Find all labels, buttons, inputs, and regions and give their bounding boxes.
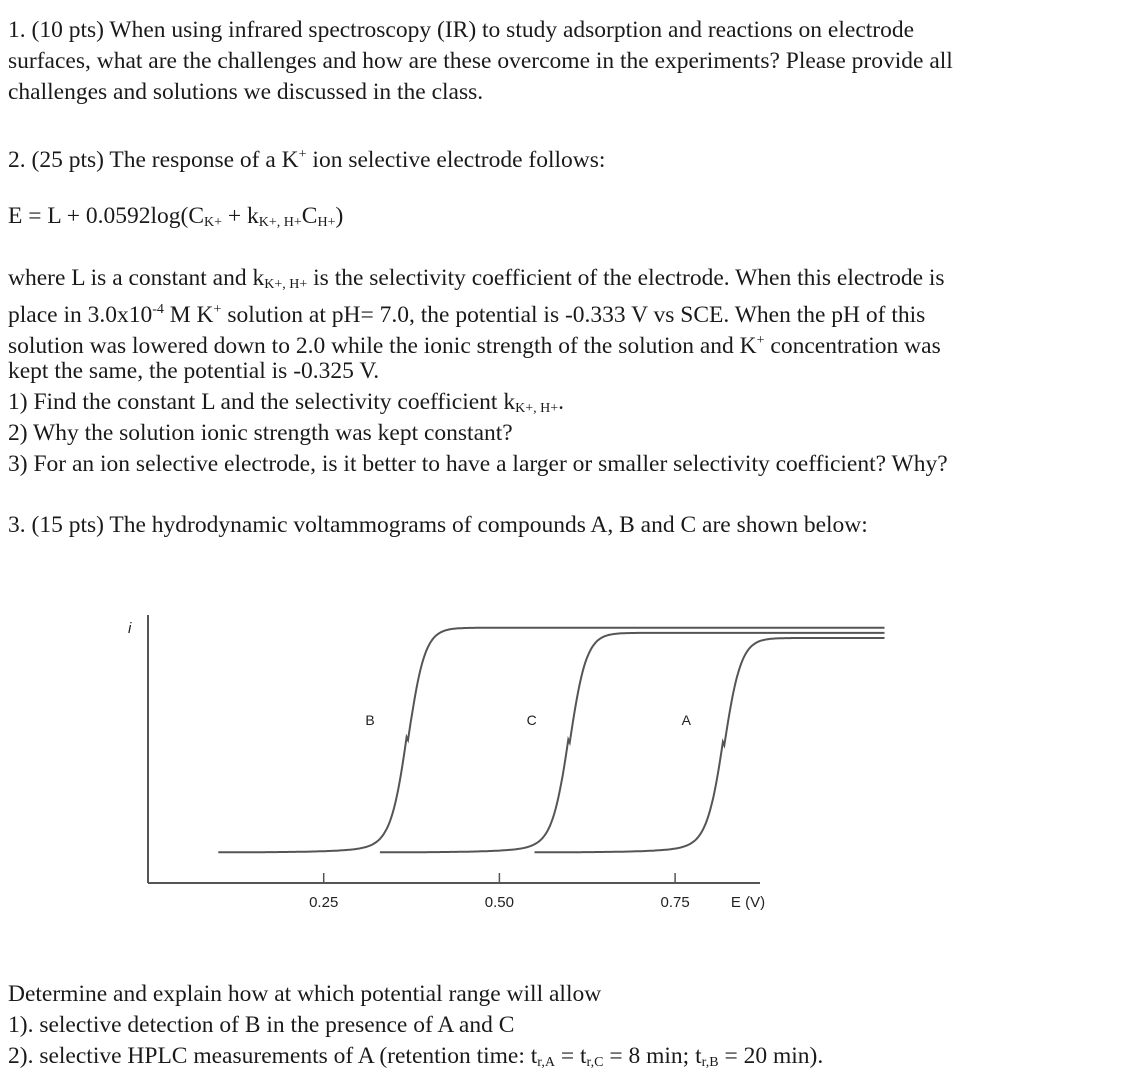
x-tick-label-0.75: 0.75 bbox=[660, 894, 690, 911]
q2-p1-b: is the selectivity coefficient of the electrode. When this electrode is bbox=[307, 265, 945, 291]
q2-intro-b: ion selective electrode follows: bbox=[306, 147, 606, 173]
q3-intro: 3. (15 pts) The hydrodynamic voltammograms of compounds A, B and C are shown below: bbox=[8, 512, 868, 538]
x-tick-label-0.50: 0.50 bbox=[484, 894, 515, 911]
q3-after3-s3: r,B bbox=[701, 1055, 719, 1070]
q3-after3-a: 2). selective HPLC measurements of A (retention time: t bbox=[8, 1043, 538, 1069]
q1-line-1: 1. (10 pts) When using infrared spectroscopy (IR) to study adsorption and reactions on electrode bbox=[8, 17, 915, 43]
q2-intro bbox=[8, 139, 605, 176]
q2-sub1-sub: K+, H+ bbox=[515, 401, 559, 416]
curve-A bbox=[535, 638, 885, 852]
q3-after-line-3 bbox=[8, 1041, 823, 1078]
q2-intro-sup: + bbox=[298, 147, 307, 162]
y-axis-label: i bbox=[128, 620, 132, 637]
q2-subquestion-2: 2) Why the solution ionic strength was kept constant? bbox=[8, 420, 513, 446]
eq-part-d: ) bbox=[335, 203, 344, 229]
q2-p2-c: solution at pH= 7.0, the potential is -0.333 V vs SCE. When the pH of this bbox=[221, 302, 926, 328]
curve-label-B: B bbox=[365, 711, 375, 728]
q2-p1-a: where L is a constant and k bbox=[8, 265, 265, 291]
q2-p3-a: solution was lowered down to 2.0 while the ionic strength of the solution and K bbox=[8, 333, 757, 359]
eq-sub-3: H+ bbox=[317, 215, 336, 230]
eq-part-a: E = L + 0.0592log(C bbox=[8, 203, 204, 229]
q2-p2-b: M K bbox=[163, 302, 214, 328]
q2-equation bbox=[8, 201, 343, 238]
x-axis-label: E (V) bbox=[730, 894, 766, 911]
q2-intro-a: 2. (25 pts) The response of a K bbox=[8, 147, 299, 173]
q2-sub1-a: 1) Find the constant L and the selectivity coefficient k bbox=[8, 389, 516, 415]
q3-after-line-1: Determine and explain how at which potential range will allow bbox=[8, 981, 602, 1007]
q2-subquestion-3: 3) For an ion selective electrode, is it better to have a larger or smaller selectivity coefficient? Why? bbox=[8, 451, 948, 477]
q2-sub1-b: . bbox=[558, 389, 564, 415]
curve-B bbox=[218, 628, 884, 853]
q3-after3-s1: r,A bbox=[537, 1055, 555, 1070]
q2-p2-sup: -4 bbox=[152, 302, 164, 317]
q3-after3-b: = t bbox=[555, 1043, 587, 1069]
q1-line-3: challenges and solutions we discussed in the class. bbox=[8, 79, 484, 105]
eq-part-b: + k bbox=[222, 203, 259, 229]
q2-para-line-4: kept the same, the potential is -0.325 V. bbox=[8, 358, 380, 384]
q3-after3-d: = 20 min). bbox=[718, 1043, 824, 1069]
q3-after3-s2: r,C bbox=[586, 1055, 604, 1070]
q3-after-line-2: 1). selective detection of B in the presence of A and C bbox=[8, 1012, 515, 1038]
q2-p1-sub: K+, H+ bbox=[264, 277, 308, 292]
q2-p2-a: place in 3.0x10 bbox=[8, 302, 153, 328]
q2-p3-b: concentration was bbox=[764, 333, 941, 359]
voltammogram-chart bbox=[0, 600, 1144, 930]
eq-sub-1: K+ bbox=[204, 215, 223, 230]
x-tick-label-0.25: 0.25 bbox=[309, 894, 339, 911]
curve-C bbox=[380, 633, 885, 852]
q2-p3-sup: + bbox=[756, 333, 765, 348]
curve-label-A: A bbox=[681, 711, 691, 728]
eq-part-c: C bbox=[301, 203, 318, 229]
eq-sub-2: K+, H+ bbox=[258, 215, 302, 230]
q1-line-2: surfaces, what are the challenges and how are these overcome in the experiments? Please provide all bbox=[8, 48, 953, 74]
curve-label-C: C bbox=[526, 711, 537, 728]
q2-p2-sup2: + bbox=[213, 302, 222, 317]
q3-after3-c: = 8 min; t bbox=[603, 1043, 702, 1069]
